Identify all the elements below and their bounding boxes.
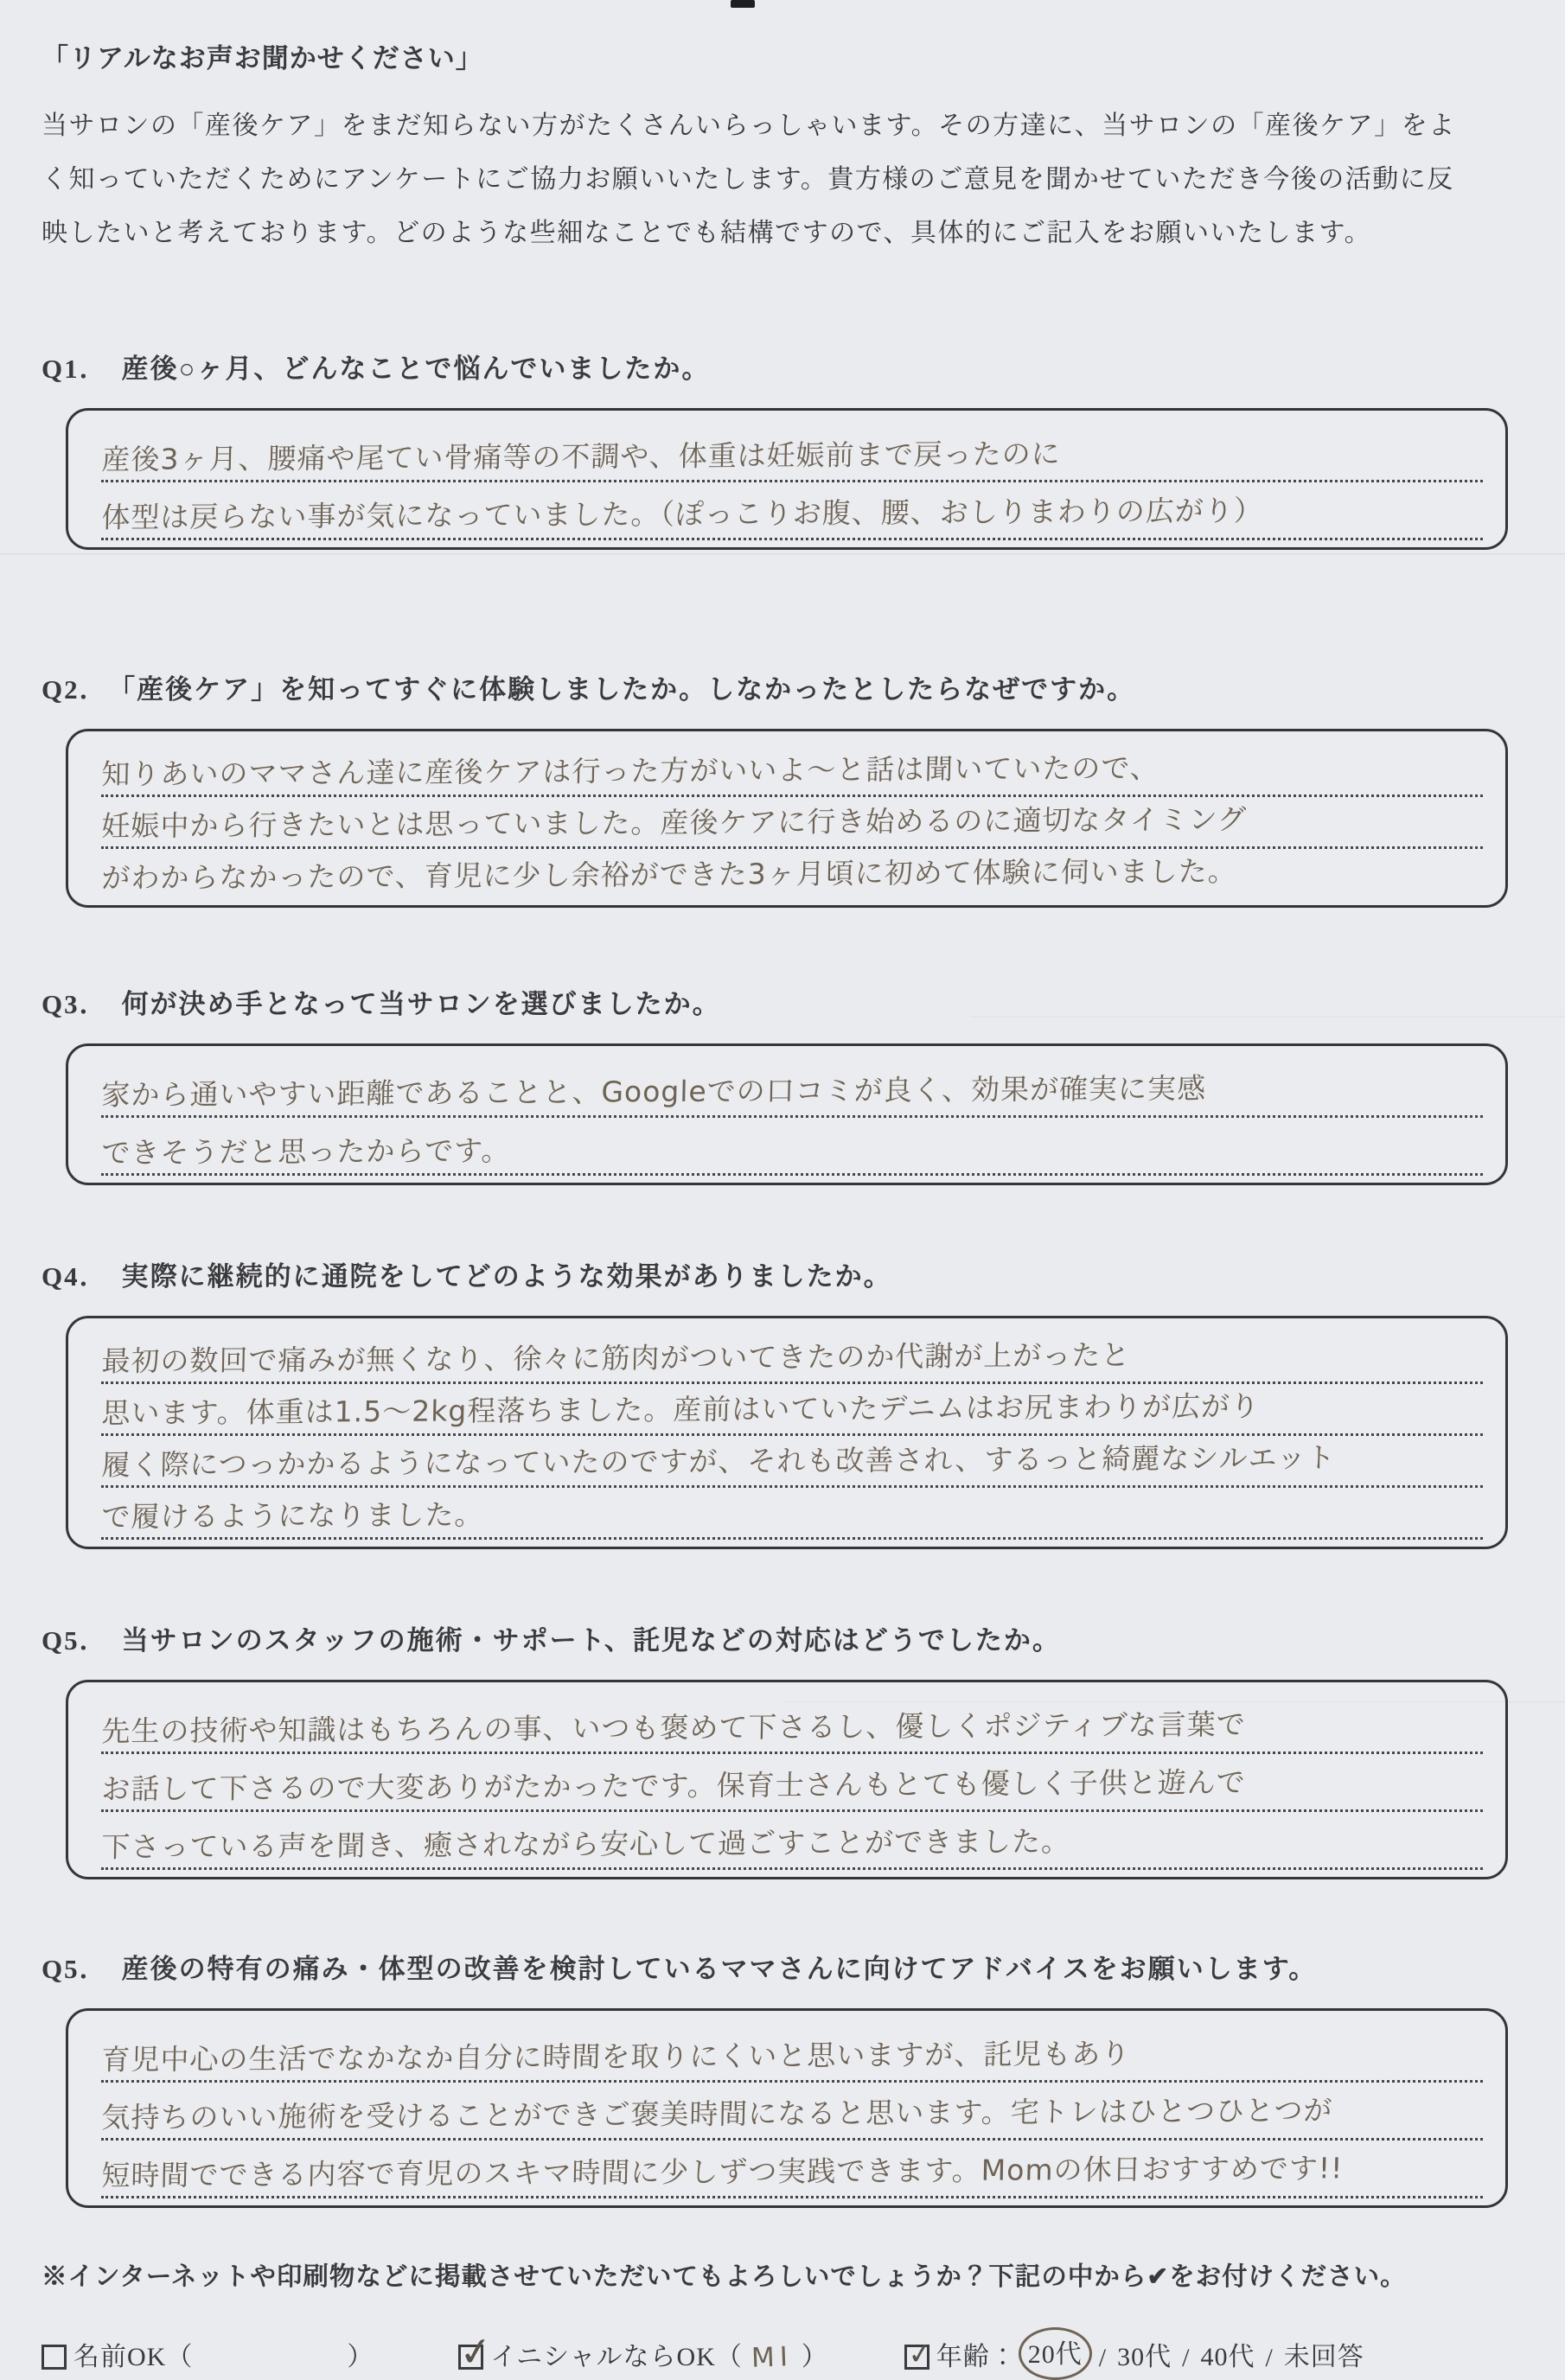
question-section-q2 xyxy=(42,667,1520,908)
handwritten-answer: がわからなかったので、育児に少し余裕ができた3ヶ月頃に初めて体験に伺いました。 xyxy=(101,853,1238,895)
question-heading xyxy=(42,982,1520,1021)
age-option-no-answer: 未回答 xyxy=(1283,2343,1364,2371)
name-ok-checkbox xyxy=(42,2345,67,2370)
answer-line xyxy=(101,1696,1483,1754)
option-name-ok xyxy=(42,2335,374,2373)
answer-line xyxy=(101,745,1483,797)
handwritten-answer: 家から通いやすい距離であることと、Googleでの口コミが良く、効果が確実に実感 xyxy=(101,1071,1207,1112)
question-section-q4 xyxy=(42,1254,1520,1549)
question-text: 「産後ケア」を知ってすぐに体験しましたか。しなかったとしたらなぜですか。 xyxy=(121,674,1136,705)
handwritten-answer: 下さっている声を聞き、癒されながら安心して過ごすことができました。 xyxy=(101,1824,1071,1864)
consent-options-row xyxy=(42,2326,1520,2377)
age-checkbox xyxy=(904,2335,936,2373)
option-label: イニシャルならOK（ xyxy=(490,2343,743,2371)
question-section-q5-advice xyxy=(42,1947,1520,2208)
option-label: 年齢： xyxy=(936,2343,1017,2371)
option-label-close: ） xyxy=(801,2343,828,2371)
option-age xyxy=(904,2327,1370,2373)
answer-line xyxy=(101,2141,1483,2198)
age-option-40s: 40代 xyxy=(1200,2343,1255,2371)
option-label: 名前OK（ xyxy=(73,2343,194,2371)
check-icon: ✓ xyxy=(457,2326,496,2377)
question-text: 何が決め手となって当サロンを選びましたか。 xyxy=(121,989,721,1019)
handwritten-answer: 知りあいのママさん達に産後ケアは行った方がいいよ〜と話は聞いていたので、 xyxy=(101,750,1160,791)
handwritten-answer: 体型は戻らない事が気になっていました。（ぽっこりお腹、腰、おしりまわりの広がり） xyxy=(101,493,1264,534)
intro-line: 映したいと考えております。どのような些細なことでも結構ですので、具体的にご記入をお願いいたします。 xyxy=(42,219,1372,247)
initial-ok-checkbox xyxy=(457,2326,496,2377)
question-label: Q4． xyxy=(42,1261,108,1292)
question-heading xyxy=(42,1947,1520,1986)
question-text: 当サロンのスタッフの施術・サポート、託児などの対応はどうでしたか。 xyxy=(121,1625,1061,1656)
handwritten-answer: 履く際につっかかるようになっていたのですが、それも改善され、するっと綺麗なシルエット xyxy=(101,1440,1337,1482)
option-initial-ok xyxy=(457,2326,828,2377)
handwritten-answer: 思います。体重は1.5〜2kg程落ちました。産前はいていたデニムはお尻まわりが広がり xyxy=(101,1388,1261,1430)
answer-line xyxy=(101,482,1483,540)
question-heading xyxy=(42,1618,1520,1657)
handwritten-answer: 妊娠中から行きたいとは思っていました。産後ケアに行き始めるのに適切なタイミング xyxy=(101,801,1248,843)
intro-line: 当サロンの「産後ケア」をまだ知らない方がたくさんいらっしゃいます。その方達に、当サロンの「産後ケア」をよ xyxy=(42,112,1456,140)
answer-box xyxy=(66,1316,1508,1549)
handwritten-answer: お話して下さるので大変ありがたかったです。保育士さんもとても優しく子供と遊んで xyxy=(101,1764,1247,1806)
question-heading xyxy=(42,1254,1520,1293)
answer-line xyxy=(101,797,1483,849)
age-option-20s-circled: 20代 xyxy=(1019,2327,1092,2380)
question-label: Q1． xyxy=(42,354,108,384)
question-label: Q3． xyxy=(42,989,108,1019)
answer-line xyxy=(101,424,1483,482)
answer-box xyxy=(66,2008,1508,2208)
question-label: Q5． xyxy=(42,1625,108,1656)
answer-line xyxy=(101,1060,1483,1118)
page-title: 「リアルなお声お聞かせください」 xyxy=(42,43,483,73)
answer-box xyxy=(66,408,1508,550)
handwritten-answer: で履けるようになりました。 xyxy=(101,1497,484,1534)
footer xyxy=(42,2256,1520,2377)
handwritten-answer: 産後3ヶ月、腰痛や尾てい骨痛等の不調や、体重は妊娠前まで戻ったのに xyxy=(101,437,1062,476)
handwritten-answer: 短時間でできる内容で育児のスキマ時間に少しずつ実践できます。Momの休日おすすめです!! xyxy=(101,2151,1344,2192)
answer-line xyxy=(101,2025,1483,2083)
publication-note: ※インターネットや印刷物などに掲載させていただいてもよろしいでしょうか？下記の中から✔をお付けください。 xyxy=(42,2263,1407,2291)
option-label-close: ） xyxy=(347,2343,374,2371)
question-section-q1 xyxy=(42,347,1520,550)
answer-line xyxy=(101,1118,1483,1176)
age-option-30s: 30代 xyxy=(1117,2343,1172,2371)
check-icon: ✓ xyxy=(905,2335,936,2373)
question-section-q3 xyxy=(42,982,1520,1185)
handwritten-answer: できそうだと思ったからです。 xyxy=(101,1133,511,1170)
question-text: 産後○ヶ月、どんなことで悩んでいましたか。 xyxy=(121,354,711,384)
answer-line xyxy=(101,1812,1483,1870)
question-text: 実際に継続的に通院をしてどのような効果がありましたか。 xyxy=(121,1261,892,1292)
question-label: Q5． xyxy=(42,1954,108,1984)
answer-box xyxy=(66,729,1508,908)
question-heading xyxy=(42,667,1520,706)
answer-line xyxy=(101,1332,1483,1384)
answer-line xyxy=(101,1436,1483,1488)
question-text: 産後の特有の痛み・体型の改善を検討しているママさんに向けてアドバイスをお願いします。 xyxy=(121,1954,1318,1984)
answer-line xyxy=(101,1488,1483,1540)
handwritten-initials: MI xyxy=(751,2341,794,2374)
intro-paragraph xyxy=(42,99,1520,260)
question-label: Q2． xyxy=(42,674,108,705)
age-separator: / xyxy=(1265,2344,1274,2372)
question-heading xyxy=(42,347,1520,386)
age-separator: / xyxy=(1098,2344,1108,2372)
answer-line xyxy=(101,2083,1483,2141)
answer-box xyxy=(66,1680,1508,1879)
handwritten-answer: 最初の数回で痛みが無くなり、徐々に筋肉がついてきたのか代謝が上がったと xyxy=(101,1337,1131,1378)
handwritten-answer: 育児中心の生活でなかなか自分に時間を取りにくいと思いますが、託児もあり xyxy=(101,2036,1131,2077)
handwritten-answer: 先生の技術や知識はもちろんの事、いつも褒めて下さるし、優しくポジティブな言葉で xyxy=(101,1707,1247,1748)
answer-box xyxy=(66,1043,1508,1185)
question-section-q5-staff xyxy=(42,1618,1520,1879)
answer-line xyxy=(101,1754,1483,1812)
answer-line xyxy=(101,1384,1483,1436)
age-separator: / xyxy=(1182,2344,1191,2372)
answer-line xyxy=(101,849,1483,898)
intro-line: く知っていただくためにアンケートにご協力お願いいたします。貴方様のご意見を聞かせていただき今後の活動に反 xyxy=(42,165,1454,194)
handwritten-answer: 気持ちのいい施術を受けることができご褒美時間になると思います。宅トレはひとつひとつが xyxy=(101,2093,1333,2134)
